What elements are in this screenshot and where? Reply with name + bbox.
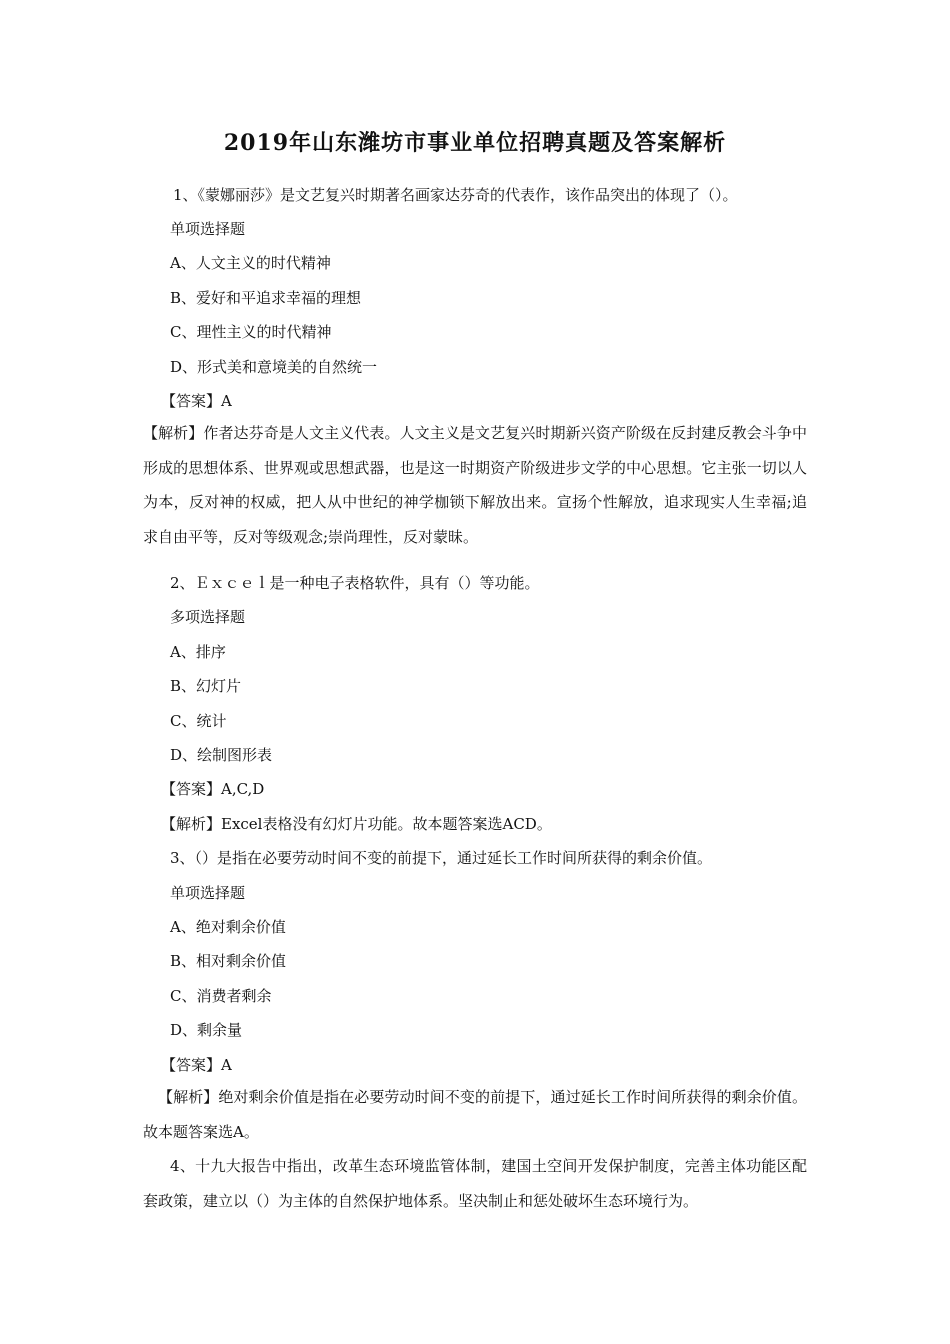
- question-3-option-b: B、相对剩余价值: [170, 952, 287, 970]
- question-2-option-c: C、统计: [170, 712, 227, 730]
- question-1-type: 单项选择题: [170, 220, 246, 238]
- question-1-stem: 1、《蒙娜丽莎》是文艺复兴时期著名画家达芬奇的代表作，该作品突出的体现了（）。: [173, 186, 738, 204]
- question-1-option-d: D、形式美和意境美的自然统一: [170, 358, 378, 376]
- question-1-option-b: B、爱好和平追求幸福的理想: [170, 289, 362, 307]
- question-1-option-c: C、理性主义的时代精神: [170, 323, 332, 341]
- question-3-option-d: D、剩余量: [170, 1021, 243, 1039]
- question-3-option-a: A、绝对剩余价值: [170, 918, 286, 936]
- question-2-option-a: A、排序: [170, 643, 226, 661]
- question-2-stem: 2、Ｅｘｃｅｌ是一种电子表格软件，具有（）等功能。: [170, 574, 540, 592]
- question-3-answer: 【答案】A: [161, 1056, 232, 1074]
- question-3-stem: 3、（）是指在必要劳动时间不变的前提下，通过延长工作时间所获得的剩余价值。: [170, 849, 713, 867]
- question-2-analysis: 【解析】Excel表格没有幻灯片功能。故本题答案选ACD。: [161, 815, 552, 833]
- question-3-type: 单项选择题: [170, 884, 246, 902]
- question-1-analysis: 【解析】作者达芬奇是人文主义代表。人文主义是文艺复兴时期新兴资产阶级在反封建反教会斗争中形成的思想体系、世界观或思想武器，也是这一时期资产阶级进步文学的中心思想。它主张一切以人为本，反对神的权威，把人从中世纪的神学枷锁下解放出来。宣扬个性解放，追求现实人生幸福;追求自由平等，反对等级观念;崇尚理性，反对蒙昧。: [143, 424, 807, 546]
- page-title: 2019年山东潍坊市事业单位招聘真题及答案解析: [223, 130, 727, 156]
- question-1-answer: 【答案】A: [161, 392, 232, 410]
- question-2-option-b: B、幻灯片: [170, 677, 242, 695]
- question-2-type: 多项选择题: [170, 608, 246, 626]
- question-3-analysis: 【解析】绝对剩余价值是指在必要劳动时间不变的前提下，通过延长工作时间所获得的剩余价值。故本题答案选A。: [143, 1088, 807, 1141]
- question-2-option-d: D、绘制图形表: [170, 746, 273, 764]
- question-3-option-c: C、消费者剩余: [170, 987, 272, 1005]
- question-4-stem: 4、十九大报告中指出，改革生态环境监管体制，建国土空间开发保护制度，完善主体功能区配套政策，建立以（）为主体的自然保护地体系。坚决制止和惩处破坏生态环境行为。: [143, 1157, 807, 1210]
- question-2-answer: 【答案】A,C,D: [161, 780, 265, 798]
- question-1-option-a: A、人文主义的时代精神: [170, 254, 331, 272]
